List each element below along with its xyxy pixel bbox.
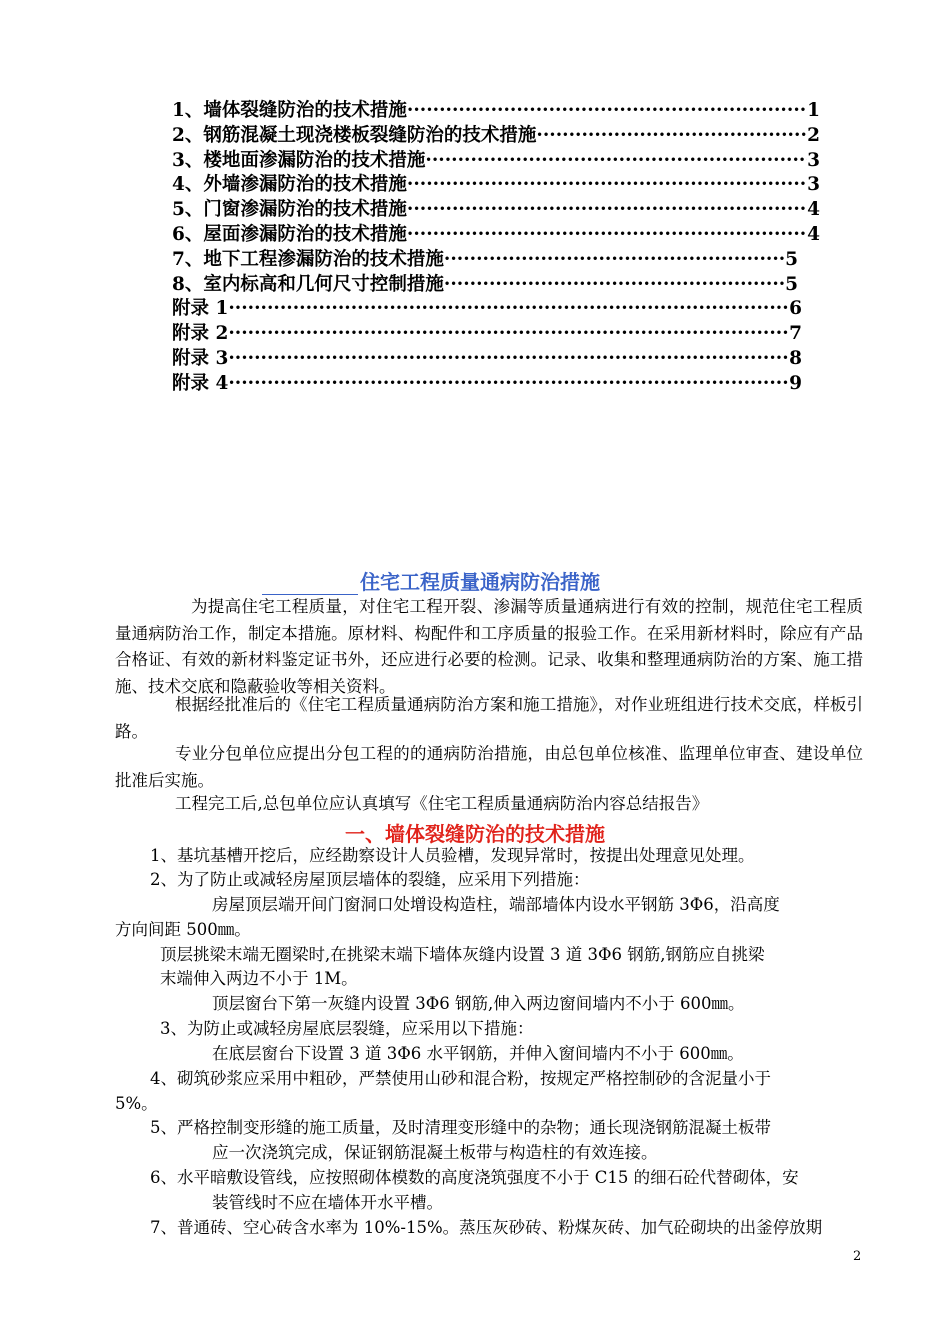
- toc-leader: [228, 298, 789, 319]
- toc-leader: [228, 348, 789, 369]
- body-line: 5、严格控制变形缝的施工质量，及时清理变形缝中的杂物；通长现浇钢筋混凝土板带: [150, 1118, 771, 1137]
- body-line: 3、为防止或减轻房屋底层裂缝，应采用以下措施：: [160, 1019, 534, 1038]
- toc-leader: [444, 249, 785, 270]
- toc-entry[interactable]: 1、墙体裂缝防治的技术措施 ····· 1: [172, 96, 820, 121]
- toc-entry[interactable]: 5、门窗渗漏防治的技术措施 ····· 4: [172, 195, 820, 220]
- body-line: 4、砌筑砂浆应采用中粗砂，严禁使用山砂和混合粉，按规定严格控制砂的含泥量小于: [150, 1069, 771, 1088]
- toc-leader: [407, 174, 807, 195]
- body-line: 1、基坑基槽开挖后，应经勘察设计人员验槽，发现异常时，按提出处理意见处理。: [150, 846, 755, 865]
- table-of-contents: [172, 96, 832, 394]
- toc-entry[interactable]: 4、外墙渗漏防治的技术措施 ····· 3: [172, 170, 820, 195]
- title-underline: [262, 576, 358, 595]
- toc-leader: [407, 199, 807, 220]
- body-line: 6、水平暗敷设管线，应按照砌体模数的高度浇筑强度不小于 C15 的细石砼代替砌体，安: [150, 1168, 799, 1187]
- body-line: 5%。: [115, 1094, 158, 1113]
- section-heading: 一、墙体裂缝防治的技术措施: [345, 822, 605, 846]
- toc-leader: [407, 100, 807, 121]
- toc-entry[interactable]: 附录 3 ····· 8: [172, 344, 802, 369]
- intro-paragraph: 工程完工后,总包单位应认真填写《住宅工程质量通病防治内容总结报告》: [175, 794, 709, 813]
- body-line: 装管线时不应在墙体开水平槽。: [212, 1193, 443, 1212]
- toc-leader: [228, 323, 789, 344]
- toc-entry[interactable]: 7、地下工程渗漏防治的技术措施 ····· 5: [172, 245, 798, 270]
- toc-leader: [425, 150, 807, 171]
- toc-leader: [444, 274, 785, 295]
- page-number: 2: [853, 1249, 862, 1264]
- body-line: 房屋顶层端开间门窗洞口处增设构造柱，端部墙体内设水平钢筋 3Φ6，沿高度: [212, 895, 780, 914]
- toc-entry[interactable]: 附录 4 ····· 9: [172, 369, 802, 394]
- toc-entry[interactable]: 2、钢筋混凝土现浇楼板裂缝防治的技术措施 ····· 2: [172, 121, 820, 146]
- toc-entry[interactable]: 6、屋面渗漏防治的技术措施 ····· 4: [172, 220, 820, 245]
- toc-leader: [228, 373, 789, 394]
- body-line: 末端伸入两边不小于 1M。: [160, 969, 358, 988]
- body-line: 应一次浇筑完成，保证钢筋混凝土板带与构造柱的有效连接。: [212, 1143, 658, 1162]
- intro-paragraph: 根据经批准后的《住宅工程质量通病防治方案和施工措施》，对作业班组进行技术交底，样板引路。: [115, 695, 863, 741]
- intro-paragraph: 为提高住宅工程质量，对住宅工程开裂、渗漏等质量通病进行有效的控制，规范住宅工程质量通病防治工作，制定本措施。原材料、构配件和工序质量的报验工作。在采用新材料时，除应有产品合格证、有效的新材料鉴定证书外，还应进行必要的检测。记录、收集和整理通病防治的方案、施工措施、技术交底和隐蔽验收等相关资料。: [115, 597, 863, 696]
- body-line: 方向间距 500㎜。: [115, 920, 251, 939]
- toc-leader: [536, 125, 807, 146]
- body-line: 7、普通砖、空心砖含水率为 10%-15%。蒸压灰砂砖、粉煤灰砖、加气砼砌块的出釜停放期: [150, 1218, 823, 1237]
- body-line: 顶层窗台下第一灰缝内设置 3Φ6 钢筋,伸入两边窗间墙内不小于 600㎜。: [212, 994, 745, 1013]
- intro-paragraph: 专业分包单位应提出分包工程的的通病防治措施，由总包单位核准、监理单位审查、建设单位批准后实施。: [115, 744, 863, 790]
- toc-entry[interactable]: 8、室内标高和几何尺寸控制措施 ····· 5: [172, 270, 798, 295]
- body-line: 2、为了防止或减轻房屋顶层墙体的裂缝，应采用下列措施：: [150, 870, 590, 889]
- toc-entry[interactable]: 3、楼地面渗漏防治的技术措施 ····· 3: [172, 146, 820, 171]
- body-line: 顶层挑梁末端无圈梁时,在挑梁末端下墙体灰缝内设置 3 道 3Φ6 钢筋,钢筋应自挑梁: [160, 945, 765, 964]
- toc-leader: [407, 224, 807, 245]
- toc-entry[interactable]: 附录 2 ····· 7: [172, 319, 802, 344]
- document-title: 住宅工程质量通病防治措施: [262, 566, 600, 595]
- toc-entry[interactable]: 附录 1 ····· 6: [172, 294, 802, 319]
- body-line: 在底层窗台下设置 3 道 3Φ6 水平钢筋，并伸入窗间墙内不小于 600㎜。: [212, 1044, 744, 1063]
